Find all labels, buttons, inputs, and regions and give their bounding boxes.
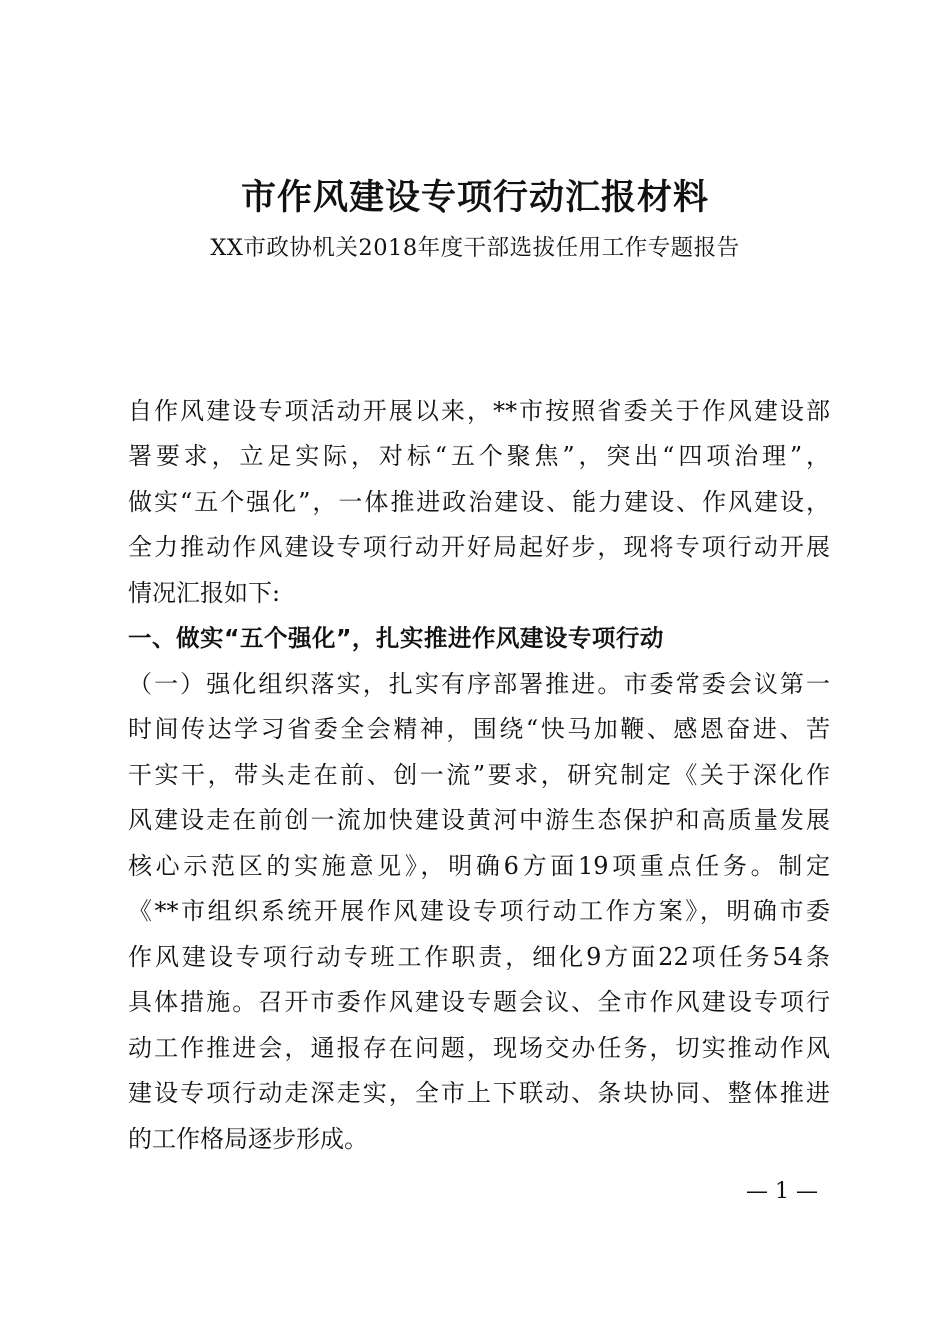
intro-line-5: 情况汇报如下: — [128, 579, 281, 607]
section-line-2: 时间传达学习省委全会精神，围绕“快马加鞭、感恩奋进、苦 — [128, 715, 830, 743]
section-line-8: 具体措施。召开市委作风建设专题会议、全市作风建设专项行 — [128, 988, 830, 1016]
section-line-3: 干实干，带头走在前、创一流”要求，研究制定《关于深化作 — [128, 761, 830, 789]
section-line-6: 《**市组织系统开展作风建设专项行动工作方案》，明确市委 — [128, 897, 830, 925]
document-subtitle: XX市政协机关2018年度干部选拔任用工作专题报告 — [210, 235, 740, 261]
section-line-7: 作风建设专项行动专班工作职责，细化9方面22项任务54条 — [128, 943, 830, 971]
intro-line-1: 自作风建设专项活动开展以来，**市按照省委关于作风建设部 — [128, 397, 830, 425]
section-line-9: 动工作推进会，通报存在问题，现场交办任务，切实推动作风 — [128, 1034, 830, 1062]
page-number: — 1 — — [746, 1179, 818, 1204]
section-line-5: 核心示范区的实施意见》，明确6方面19项重点任务。制定 — [128, 852, 830, 880]
document-title: 市作风建设专项行动汇报材料 — [240, 177, 709, 218]
intro-line-4: 全力推动作风建设专项行动开好局起好步，现将专项行动开展 — [128, 533, 830, 561]
section-line-4: 风建设走在前创一流加快建设黄河中游生态保护和高质量发展 — [128, 806, 830, 834]
section-line-11: 的工作格局逐步形成。 — [128, 1125, 368, 1153]
section-heading: 一、做实“五个强化”，扎实推进作风建设专项行动 — [128, 624, 664, 652]
intro-line-3: 做实“五个强化”，一体推进政治建设、能力建设、作风建设， — [128, 488, 830, 516]
section-line-10: 建设专项行动走深走实，全市上下联动、条块协同、整体推进 — [128, 1079, 830, 1107]
section-line-1: （一）强化组织落实，扎实有序部署推进。市委常委会议第一 — [128, 670, 830, 698]
intro-line-2: 署要求，立足实际，对标“五个聚焦”，突出“四项治理”， — [128, 442, 830, 470]
